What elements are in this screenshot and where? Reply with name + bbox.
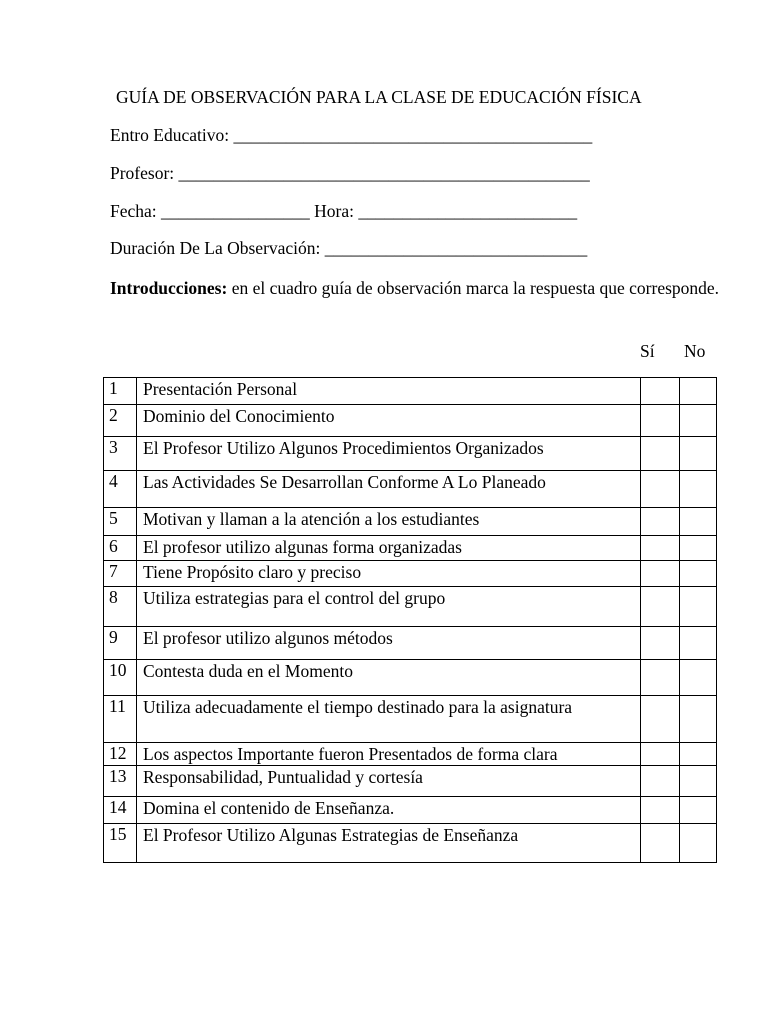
item-number: 8 — [104, 587, 137, 627]
table-row — [104, 536, 717, 561]
item-number: 12 — [104, 743, 137, 766]
si-checkbox[interactable] — [641, 743, 680, 766]
instructions — [110, 275, 730, 301]
no-checkbox[interactable] — [680, 797, 717, 824]
no-checkbox[interactable] — [680, 824, 717, 863]
table-row — [104, 508, 717, 536]
item-text: Tiene Propósito claro y preciso — [137, 561, 641, 587]
item-text: Domina el contenido de Enseñanza. — [137, 797, 641, 824]
no-checkbox[interactable] — [680, 766, 717, 797]
instructions-label: Introducciones: — [110, 278, 228, 298]
item-text: Las Actividades Se Desarrollan Conforme A Lo Planeado — [137, 471, 641, 508]
no-checkbox[interactable] — [680, 743, 717, 766]
no-checkbox[interactable] — [680, 561, 717, 587]
no-checkbox[interactable] — [680, 378, 717, 405]
item-text: Utiliza adecuadamente el tiempo destinado para la asignatura — [137, 696, 641, 743]
item-text: Responsabilidad, Puntualidad y cortesía — [137, 766, 641, 797]
item-number: 1 — [104, 378, 137, 405]
observation-checklist-table — [103, 377, 717, 863]
item-text: El Profesor Utilizo Algunos Procedimientos Organizados — [137, 437, 641, 471]
item-text: Motivan y llaman a la atención a los estudiantes — [137, 508, 641, 536]
item-text: Contesta duda en el Momento — [137, 660, 641, 696]
table-row — [104, 437, 717, 471]
no-checkbox[interactable] — [680, 587, 717, 627]
item-text: El profesor utilizo algunas forma organizadas — [137, 536, 641, 561]
item-number: 13 — [104, 766, 137, 797]
si-checkbox[interactable] — [641, 536, 680, 561]
item-number: 3 — [104, 437, 137, 471]
table-row — [104, 471, 717, 508]
item-number: 10 — [104, 660, 137, 696]
table-row — [104, 743, 717, 766]
item-text: Presentación Personal — [137, 378, 641, 405]
si-checkbox[interactable] — [641, 627, 680, 660]
si-checkbox[interactable] — [641, 587, 680, 627]
item-text: Dominio del Conocimiento — [137, 405, 641, 437]
si-column-header: Sí — [640, 341, 655, 361]
si-checkbox[interactable] — [641, 378, 680, 405]
no-checkbox[interactable] — [680, 536, 717, 561]
item-number: 7 — [104, 561, 137, 587]
si-checkbox[interactable] — [641, 471, 680, 508]
table-row — [104, 627, 717, 660]
no-checkbox[interactable] — [680, 660, 717, 696]
si-checkbox[interactable] — [641, 824, 680, 863]
duracion-field[interactable]: Duración De La Observación: ______________________________ — [110, 238, 588, 258]
item-number: 15 — [104, 824, 137, 863]
centro-educativo-field[interactable]: Entro Educativo: _________________________________________ — [110, 125, 593, 145]
table-row — [104, 824, 717, 863]
item-number: 11 — [104, 696, 137, 743]
profesor-field[interactable]: Profesor: _______________________________________________ — [110, 163, 590, 183]
si-checkbox[interactable] — [641, 508, 680, 536]
no-checkbox[interactable] — [680, 437, 717, 471]
si-checkbox[interactable] — [641, 405, 680, 437]
fecha-hora-field[interactable]: Fecha: _________________ Hora: _________________________ — [110, 201, 578, 221]
no-checkbox[interactable] — [680, 627, 717, 660]
table-row — [104, 378, 717, 405]
item-text: El Profesor Utilizo Algunas Estrategias de Enseñanza — [137, 824, 641, 863]
si-checkbox[interactable] — [641, 797, 680, 824]
si-checkbox[interactable] — [641, 437, 680, 471]
table-row — [104, 587, 717, 627]
item-number: 6 — [104, 536, 137, 561]
no-checkbox[interactable] — [680, 508, 717, 536]
table-row — [104, 696, 717, 743]
document-title: GUÍA DE OBSERVACIÓN PARA LA CLASE DE EDUCACIÓN FÍSICA — [116, 87, 642, 107]
no-checkbox[interactable] — [680, 471, 717, 508]
item-number: 14 — [104, 797, 137, 824]
table-row — [104, 797, 717, 824]
table-row — [104, 660, 717, 696]
item-text: Los aspectos Importante fueron Presentados de forma clara — [137, 743, 641, 766]
table-row — [104, 561, 717, 587]
no-checkbox[interactable] — [680, 405, 717, 437]
no-column-header: No — [684, 341, 706, 361]
si-checkbox[interactable] — [641, 696, 680, 743]
item-number: 4 — [104, 471, 137, 508]
si-checkbox[interactable] — [641, 660, 680, 696]
item-number: 9 — [104, 627, 137, 660]
no-checkbox[interactable] — [680, 696, 717, 743]
item-text: Utiliza estrategias para el control del grupo — [137, 587, 641, 627]
table-row — [104, 766, 717, 797]
item-number: 2 — [104, 405, 137, 437]
instructions-text: en el cuadro guía de observación marca la respuesta que corresponde. — [227, 278, 720, 298]
table-row — [104, 405, 717, 437]
item-number: 5 — [104, 508, 137, 536]
si-checkbox[interactable] — [641, 561, 680, 587]
item-text: El profesor utilizo algunos métodos — [137, 627, 641, 660]
si-checkbox[interactable] — [641, 766, 680, 797]
